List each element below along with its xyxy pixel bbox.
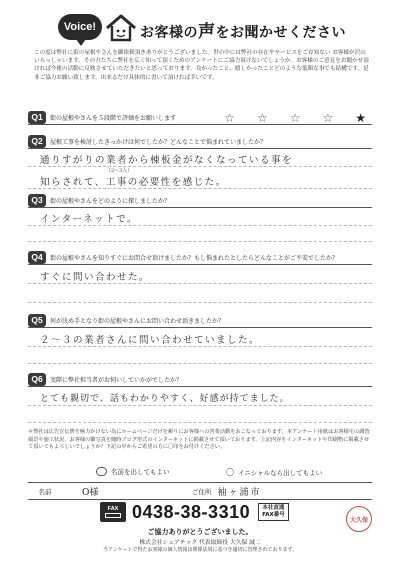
page-title bbox=[140, 17, 346, 42]
checkbox-circle[interactable] bbox=[96, 467, 107, 476]
intro-text: この度は弊社に街の屋根やさんを御依頼頂きありがとうございました。世の中には弊社の存在やサービスをご存知ない お客様が沢山いらっしゃいます。その方たちに弊社を広く知って頂くためのアンケートにご協力頂けないでしょうか。お客様のご意見をお聞かせ頂ければ今後の活動に反映させていただきたいと思っております。良かったこと、嬉しかったことどのような低額な事でも結構です。是非ご協力お願い致します。出来るだけ具体的に書いて頂ければ幸いです。 bbox=[34, 50, 369, 81]
voice-badge: Voice! bbox=[58, 14, 102, 40]
answer-rule bbox=[28, 405, 372, 406]
question-text: 街の屋根やさんをどのように探しましたか？ bbox=[50, 197, 171, 205]
question-number: Q4 bbox=[28, 251, 46, 264]
answer-rule bbox=[28, 188, 372, 189]
consent-initial-option[interactable] bbox=[226, 467, 322, 478]
company-text: 株式会社シェアテック 代表取締役 大久保 誠二 bbox=[139, 540, 261, 546]
question-text: 街の屋根やさんを５段階で評価をお願いします bbox=[50, 114, 177, 122]
name-label: 名前 bbox=[38, 487, 52, 496]
answer-rule bbox=[28, 346, 372, 347]
address-value: 袖ヶ浦市 bbox=[217, 487, 262, 498]
answer-rule bbox=[28, 241, 372, 242]
title-big: 声 bbox=[198, 22, 216, 42]
question-number: Q6 bbox=[28, 373, 46, 386]
question-number: Q5 bbox=[28, 314, 46, 327]
consent-name-option[interactable] bbox=[96, 467, 170, 476]
fax-machine-shape bbox=[105, 513, 121, 518]
answer-rule bbox=[28, 422, 372, 423]
question-q4 bbox=[28, 250, 372, 306]
consent-label: イニシャルなら出してもよい bbox=[238, 469, 323, 477]
answer-rule bbox=[28, 302, 372, 303]
answer-rule bbox=[28, 166, 372, 167]
question-q6 bbox=[28, 372, 372, 424]
question-text: 何が決め手となり街の屋根やさんにお問い合わせ頂きましたか？ bbox=[50, 317, 225, 325]
answer-line: 通りすがりの業者から棟板金がなくなっている事を bbox=[40, 155, 294, 166]
fax-badge-line: 本社直通 bbox=[262, 505, 285, 511]
star-icon: ☆ bbox=[289, 111, 301, 125]
name-value: O様 bbox=[82, 487, 99, 498]
answer-annotation: （2〜3人） bbox=[106, 168, 133, 174]
question-number: Q1 bbox=[28, 111, 46, 124]
question-q3 bbox=[28, 193, 372, 243]
answer-line: インターネットで。 bbox=[40, 214, 138, 225]
house-icon bbox=[104, 12, 138, 44]
answer-line: 知らされて、工事の必要性を感じた。 bbox=[40, 177, 227, 188]
title-suffix: をお聞かせください bbox=[215, 25, 346, 41]
fax-icon bbox=[100, 502, 126, 522]
question-number: Q3 bbox=[28, 194, 46, 207]
question-text: 街の屋根やさんを知りすぐにお問合せ頂けましたか？もし悩まれたとしたらどんなことがご不安でしたか？ bbox=[50, 254, 339, 262]
question-q5 bbox=[28, 313, 372, 365]
answer-rule bbox=[28, 363, 372, 364]
fax-section bbox=[100, 501, 348, 523]
answer-line: とても親切で、話もわかりやすく、好感が持てました。 bbox=[40, 394, 290, 404]
star-icon: ☆ bbox=[224, 111, 235, 125]
fax-icon-label: FAX bbox=[107, 506, 119, 512]
question-q2 bbox=[28, 134, 372, 190]
fax-number: 0438-38-3310 bbox=[132, 501, 251, 522]
star-icon: ☆ bbox=[322, 111, 334, 125]
privacy-policy-text: 当アンケートで得たお客様の個人情報は関係法規に基づき適切に管理されております。 bbox=[102, 547, 298, 553]
star-rating bbox=[224, 111, 366, 125]
address-label: ご住所 bbox=[192, 487, 212, 496]
thanks-text: ご協力ありがとうございました。 bbox=[147, 528, 253, 536]
answer-rule bbox=[28, 283, 372, 284]
fax-badge bbox=[258, 503, 289, 521]
star-icon: ☆ bbox=[256, 111, 268, 125]
answer-line: すぐに問い合わせた。 bbox=[40, 272, 151, 283]
question-number: Q2 bbox=[28, 135, 46, 148]
customer-info-row bbox=[28, 482, 372, 500]
star-filled-icon: ★ bbox=[355, 111, 366, 125]
checkbox-marked[interactable]: 〇 bbox=[226, 468, 234, 477]
answer-rule bbox=[28, 225, 372, 226]
question-q1 bbox=[28, 110, 372, 125]
publication-note: ＊弊社は広告宣伝費を極力かけない為にホームページだけを頼りにお客様への営業活動をおこなっております。本アンケート用紙はお客様宅の調査風景や施工状況、お客様の御写真を随時ブログ形式のインターネットに掲載させて頂いております。上記内容をインターネットや印刷物に掲載させて頂いてもよろしいでしょうか？下記の中からご希望の方に〇印をお付けください。 bbox=[28, 429, 370, 451]
answer-line: ２〜３の業者さんに問い合わせていました。 bbox=[40, 335, 261, 346]
consent-label: 名前を出してもよい bbox=[111, 468, 170, 476]
seal-text: 大久保 bbox=[349, 516, 368, 524]
question-text: 屋根工事を検討したきっかけは何でしたか？どんなことで悩まれていましたか？ bbox=[50, 138, 267, 146]
title-prefix: お客様の bbox=[140, 25, 198, 41]
question-text: 実際に弊社担当者がお伺いしていかがでしたか？ bbox=[50, 376, 183, 384]
fax-badge-line: FAX番号 bbox=[262, 512, 285, 518]
